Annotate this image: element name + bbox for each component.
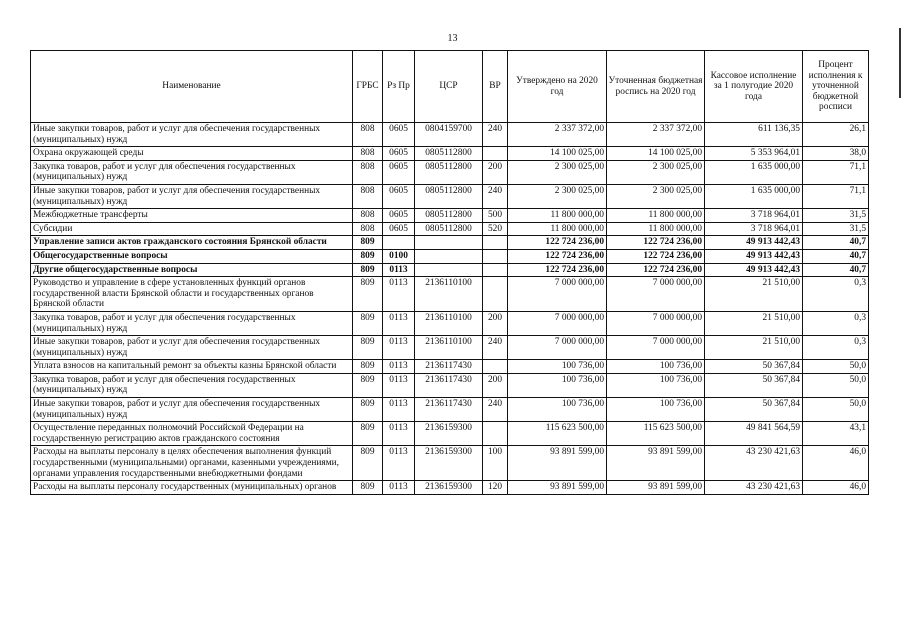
table-row (31, 160, 869, 184)
cell-name: Закупка товаров, работ и услуг для обеспечения государственных (муниципальных) нужд (31, 311, 353, 335)
table-row (31, 236, 869, 250)
cell-approved: 122 724 236,00 (508, 263, 607, 277)
cell-name: Иные закупки товаров, работ и услуг для обеспечения государственных (муниципальных) нужд (31, 336, 353, 360)
cell-csr: 2136159300 (415, 481, 483, 495)
cell-rzpr: 0605 (383, 123, 415, 147)
cell-vr: 200 (483, 160, 508, 184)
cell-csr: 0804159700 (415, 123, 483, 147)
cell-refined: 100 736,00 (607, 360, 705, 374)
cell-percent: 46,0 (803, 481, 869, 495)
cell-rzpr: 0113 (383, 277, 415, 312)
cell-cash: 1 635 000,00 (705, 160, 803, 184)
table-row (31, 446, 869, 481)
cell-approved: 122 724 236,00 (508, 236, 607, 250)
table-row (31, 209, 869, 223)
cell-vr (483, 360, 508, 374)
table-row (31, 249, 869, 263)
cell-name: Расходы на выплаты персоналу государственных (муниципальных) органов (31, 481, 353, 495)
cell-csr: 0805112800 (415, 184, 483, 208)
cell-vr (483, 249, 508, 263)
cell-rzpr: 0113 (383, 373, 415, 397)
cell-approved: 7 000 000,00 (508, 336, 607, 360)
cell-cash: 50 367,84 (705, 373, 803, 397)
cell-name: Субсидии (31, 222, 353, 236)
cell-csr: 2136159300 (415, 446, 483, 481)
table-row (31, 222, 869, 236)
cell-cash: 43 230 421,63 (705, 446, 803, 481)
cell-refined: 11 800 000,00 (607, 209, 705, 223)
cell-name: Другие общегосударственные вопросы (31, 263, 353, 277)
cell-csr: 2136117430 (415, 373, 483, 397)
cell-rzpr: 0605 (383, 222, 415, 236)
cell-rzpr: 0113 (383, 263, 415, 277)
table-row (31, 481, 869, 495)
cell-approved: 100 736,00 (508, 360, 607, 374)
cell-percent: 31,5 (803, 222, 869, 236)
cell-csr: 2136110100 (415, 277, 483, 312)
page-number: 13 (447, 33, 458, 44)
header-csr: ЦСР (415, 51, 483, 123)
cell-percent: 0,3 (803, 311, 869, 335)
cell-percent: 71,1 (803, 184, 869, 208)
cell-percent: 50,0 (803, 373, 869, 397)
cell-percent: 43,1 (803, 422, 869, 446)
cell-rzpr: 0605 (383, 184, 415, 208)
cell-cash: 49 841 564,59 (705, 422, 803, 446)
header-name: Наименование (31, 51, 353, 123)
cell-refined: 93 891 599,00 (607, 446, 705, 481)
cell-name: Общегосударственные вопросы (31, 249, 353, 263)
scan-edge-mark (899, 28, 901, 98)
cell-refined: 2 337 372,00 (607, 123, 705, 147)
cell-refined: 115 623 500,00 (607, 422, 705, 446)
cell-csr: 2136117430 (415, 398, 483, 422)
cell-vr: 520 (483, 222, 508, 236)
cell-approved: 122 724 236,00 (508, 249, 607, 263)
cell-grbs: 809 (353, 373, 383, 397)
cell-cash: 3 718 964,01 (705, 222, 803, 236)
cell-percent: 50,0 (803, 360, 869, 374)
cell-vr (483, 277, 508, 312)
cell-percent: 50,0 (803, 398, 869, 422)
cell-csr (415, 263, 483, 277)
cell-refined: 122 724 236,00 (607, 249, 705, 263)
cell-name: Закупка товаров, работ и услуг для обеспечения государственных (муниципальных) нужд (31, 373, 353, 397)
cell-vr (483, 236, 508, 250)
cell-grbs: 809 (353, 277, 383, 312)
table-header-row (31, 51, 869, 123)
header-grbs: ГРБС (353, 51, 383, 123)
cell-vr: 240 (483, 398, 508, 422)
cell-approved: 2 300 025,00 (508, 160, 607, 184)
header-approved: Утверждено на 2020 год (508, 51, 607, 123)
cell-cash: 21 510,00 (705, 277, 803, 312)
cell-grbs: 808 (353, 160, 383, 184)
cell-grbs: 809 (353, 336, 383, 360)
cell-grbs: 809 (353, 249, 383, 263)
cell-percent: 40,7 (803, 263, 869, 277)
table-row (31, 123, 869, 147)
cell-approved: 7 000 000,00 (508, 311, 607, 335)
cell-grbs: 809 (353, 360, 383, 374)
cell-rzpr: 0100 (383, 249, 415, 263)
cell-name: Закупка товаров, работ и услуг для обеспечения государственных (муниципальных) нужд (31, 160, 353, 184)
table-row (31, 373, 869, 397)
cell-name: Уплата взносов на капитальный ремонт за объекты казны Брянской области (31, 360, 353, 374)
cell-rzpr: 0113 (383, 481, 415, 495)
cell-csr: 2136110100 (415, 311, 483, 335)
cell-vr (483, 263, 508, 277)
cell-percent: 0,3 (803, 277, 869, 312)
cell-csr: 0805112800 (415, 160, 483, 184)
cell-rzpr: 0113 (383, 398, 415, 422)
cell-cash: 611 136,35 (705, 123, 803, 147)
cell-csr: 0805112800 (415, 222, 483, 236)
cell-refined: 122 724 236,00 (607, 236, 705, 250)
cell-approved: 7 000 000,00 (508, 277, 607, 312)
cell-refined: 7 000 000,00 (607, 277, 705, 312)
cell-grbs: 809 (353, 263, 383, 277)
cell-grbs: 809 (353, 236, 383, 250)
header-vr: ВР (483, 51, 508, 123)
cell-vr (483, 147, 508, 161)
cell-name: Расходы на выплаты персоналу в целях обеспечения выполнения функций государственными (муниципальными) органами, казенными учреждениями, органами управления государственными внебюджетными фондами (31, 446, 353, 481)
cell-csr: 2136117430 (415, 360, 483, 374)
cell-refined: 2 300 025,00 (607, 184, 705, 208)
cell-refined: 14 100 025,00 (607, 147, 705, 161)
cell-refined: 11 800 000,00 (607, 222, 705, 236)
cell-csr (415, 236, 483, 250)
cell-cash: 50 367,84 (705, 398, 803, 422)
cell-percent: 31,5 (803, 209, 869, 223)
cell-name: Управление записи актов гражданского состояния Брянской области (31, 236, 353, 250)
cell-vr: 240 (483, 123, 508, 147)
cell-rzpr: 0605 (383, 160, 415, 184)
cell-refined: 100 736,00 (607, 398, 705, 422)
table-row (31, 360, 869, 374)
cell-grbs: 808 (353, 184, 383, 208)
cell-rzpr: 0113 (383, 336, 415, 360)
cell-cash: 21 510,00 (705, 311, 803, 335)
cell-approved: 2 337 372,00 (508, 123, 607, 147)
cell-refined: 100 736,00 (607, 373, 705, 397)
cell-grbs: 809 (353, 446, 383, 481)
cell-vr: 100 (483, 446, 508, 481)
header-cash: Кассовое исполнение за 1 полугодие 2020 года (705, 51, 803, 123)
cell-csr: 0805112800 (415, 209, 483, 223)
cell-csr: 0805112800 (415, 147, 483, 161)
budget-execution-table (30, 50, 869, 495)
cell-vr: 200 (483, 373, 508, 397)
cell-grbs: 808 (353, 222, 383, 236)
cell-vr: 240 (483, 336, 508, 360)
cell-percent: 0,3 (803, 336, 869, 360)
cell-percent: 26,1 (803, 123, 869, 147)
cell-grbs: 808 (353, 209, 383, 223)
cell-approved: 11 800 000,00 (508, 222, 607, 236)
cell-grbs: 808 (353, 123, 383, 147)
cell-name: Охрана окружающей среды (31, 147, 353, 161)
table-row (31, 398, 869, 422)
cell-cash: 3 718 964,01 (705, 209, 803, 223)
cell-approved: 2 300 025,00 (508, 184, 607, 208)
cell-approved: 11 800 000,00 (508, 209, 607, 223)
cell-grbs: 809 (353, 481, 383, 495)
cell-grbs: 809 (353, 311, 383, 335)
cell-csr (415, 249, 483, 263)
cell-approved: 100 736,00 (508, 373, 607, 397)
table-row (31, 277, 869, 312)
cell-vr: 120 (483, 481, 508, 495)
cell-percent: 71,1 (803, 160, 869, 184)
cell-vr: 200 (483, 311, 508, 335)
table-row (31, 422, 869, 446)
table-row (31, 263, 869, 277)
table-body (31, 123, 869, 495)
cell-rzpr: 0605 (383, 147, 415, 161)
cell-cash: 1 635 000,00 (705, 184, 803, 208)
cell-percent: 40,7 (803, 236, 869, 250)
cell-grbs: 809 (353, 398, 383, 422)
cell-cash: 50 367,84 (705, 360, 803, 374)
header-refined: Уточненная бюджетная роспись на 2020 год (607, 51, 705, 123)
cell-approved: 14 100 025,00 (508, 147, 607, 161)
cell-rzpr: 0113 (383, 422, 415, 446)
cell-cash: 49 913 442,43 (705, 249, 803, 263)
cell-name: Иные закупки товаров, работ и услуг для обеспечения государственных (муниципальных) нужд (31, 123, 353, 147)
cell-rzpr (383, 236, 415, 250)
cell-rzpr: 0113 (383, 311, 415, 335)
cell-refined: 2 300 025,00 (607, 160, 705, 184)
cell-approved: 93 891 599,00 (508, 446, 607, 481)
cell-refined: 93 891 599,00 (607, 481, 705, 495)
cell-refined: 7 000 000,00 (607, 336, 705, 360)
cell-vr: 240 (483, 184, 508, 208)
cell-csr: 2136110100 (415, 336, 483, 360)
cell-cash: 49 913 442,43 (705, 263, 803, 277)
cell-approved: 115 623 500,00 (508, 422, 607, 446)
cell-vr: 500 (483, 209, 508, 223)
cell-csr: 2136159300 (415, 422, 483, 446)
table-row (31, 336, 869, 360)
header-percent: Процент исполнения к уточненной бюджетной росписи (803, 51, 869, 123)
cell-name: Руководство и управление в сфере установленных функций органов государственной власти Брянской области и государственных органов Брянской области (31, 277, 353, 312)
cell-cash: 5 353 964,01 (705, 147, 803, 161)
cell-approved: 100 736,00 (508, 398, 607, 422)
cell-percent: 38,0 (803, 147, 869, 161)
table-row (31, 147, 869, 161)
cell-percent: 46,0 (803, 446, 869, 481)
cell-cash: 43 230 421,63 (705, 481, 803, 495)
cell-name: Осуществление переданных полномочий Российской Федерации на государственную регистрацию актов гражданского состояния (31, 422, 353, 446)
cell-grbs: 809 (353, 422, 383, 446)
cell-percent: 40,7 (803, 249, 869, 263)
cell-name: Иные закупки товаров, работ и услуг для обеспечения государственных (муниципальных) нужд (31, 398, 353, 422)
table-row (31, 311, 869, 335)
cell-grbs: 808 (353, 147, 383, 161)
cell-name: Иные закупки товаров, работ и услуг для обеспечения государственных (муниципальных) нужд (31, 184, 353, 208)
cell-rzpr: 0113 (383, 446, 415, 481)
cell-cash: 21 510,00 (705, 336, 803, 360)
cell-rzpr: 0113 (383, 360, 415, 374)
cell-refined: 7 000 000,00 (607, 311, 705, 335)
header-rzpr: Рз Пр (383, 51, 415, 123)
cell-rzpr: 0605 (383, 209, 415, 223)
cell-name: Межбюджетные трансферты (31, 209, 353, 223)
cell-cash: 49 913 442,43 (705, 236, 803, 250)
cell-refined: 122 724 236,00 (607, 263, 705, 277)
cell-approved: 93 891 599,00 (508, 481, 607, 495)
table-row (31, 184, 869, 208)
cell-vr (483, 422, 508, 446)
